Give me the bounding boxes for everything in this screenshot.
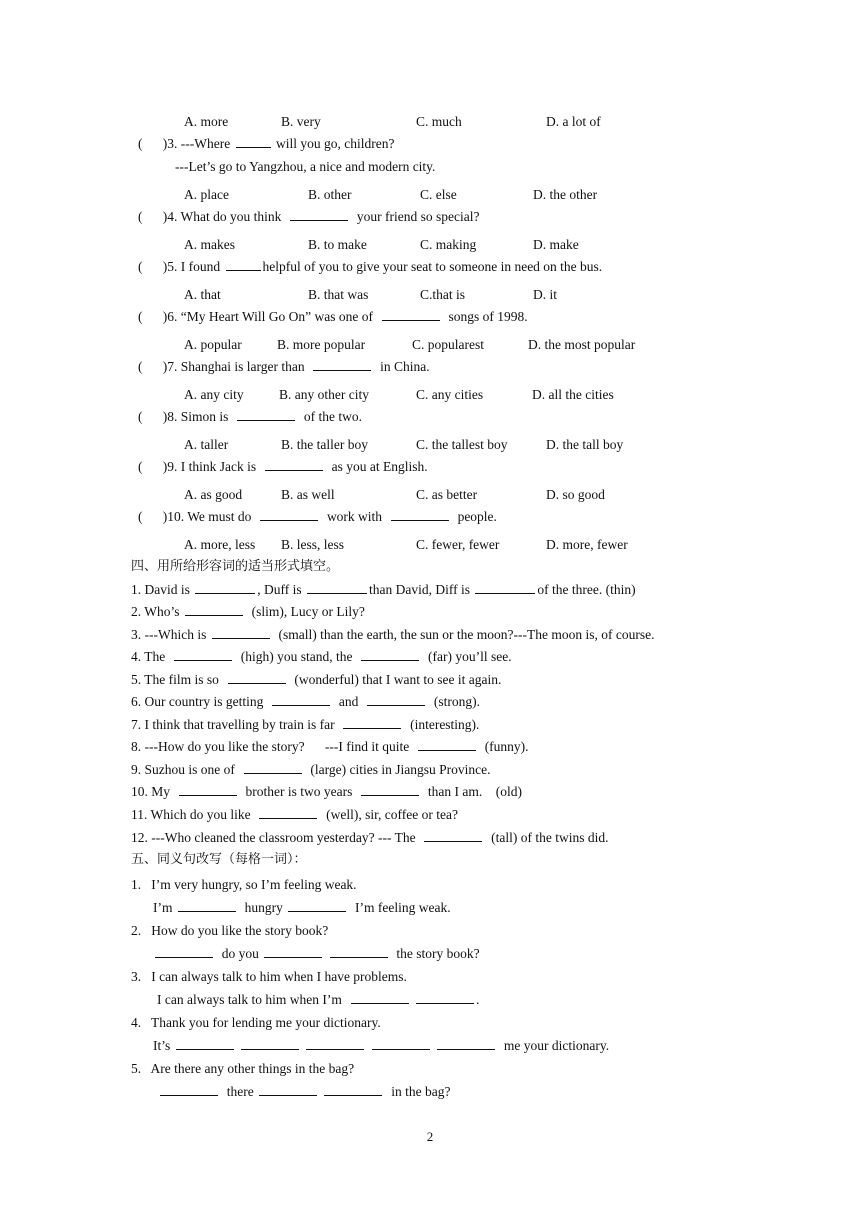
answer-blank[interactable]	[343, 716, 401, 729]
item-text: 7. I think that travelling by train is far	[131, 717, 335, 732]
question-text: Shanghai is larger than	[180, 359, 305, 374]
option-b: B. any other city	[279, 387, 369, 402]
item-number: 3.	[131, 969, 142, 984]
question-number: 9.	[167, 459, 178, 474]
option-a: A. place	[184, 187, 229, 202]
option-a: A. popular	[184, 337, 242, 352]
question-text: people.	[457, 509, 497, 524]
original-sentence: I can always talk to him when I have problems.	[151, 969, 407, 984]
fill-item-5	[131, 671, 501, 689]
answer-blank[interactable]	[176, 1037, 234, 1050]
option-d: D. more, fewer	[546, 537, 628, 552]
option-a: A. as good	[184, 487, 243, 502]
option-c: C. any cities	[416, 387, 484, 402]
fill-item-12	[131, 829, 609, 847]
option-b: B. more popular	[277, 337, 366, 352]
item-text: It’s	[153, 1038, 171, 1053]
item-text: than David, Diff is	[369, 582, 471, 597]
option-c: C. as better	[416, 487, 478, 502]
answer-blank[interactable]	[185, 603, 243, 616]
answer-blank[interactable]	[178, 899, 236, 912]
answer-paren-close: )	[162, 359, 168, 374]
answer-blank[interactable]	[244, 761, 302, 774]
item-text: (strong).	[433, 694, 480, 709]
question-text: We must do	[187, 509, 252, 524]
original-sentence: Thank you for lending me your dictionary.	[151, 1015, 381, 1030]
item-text: .	[475, 992, 480, 1007]
option-d: D. all the cities	[532, 387, 614, 402]
answer-blank[interactable]	[351, 991, 409, 1004]
item-number: 2.	[131, 923, 142, 938]
answer-blank[interactable]	[260, 508, 318, 521]
item-number: 1.	[131, 877, 142, 892]
question-text: What do you think	[180, 209, 282, 224]
answer-paren-open: (	[138, 409, 143, 424]
item-text: I’m feeling weak.	[355, 900, 451, 915]
option-b: B. very	[281, 114, 321, 129]
fill-item-7	[131, 716, 479, 734]
option-b: B. that was	[308, 287, 369, 302]
question-number: 4.	[167, 209, 178, 224]
item-text: (high) you stand, the	[240, 649, 353, 664]
option-c: C.that is	[420, 287, 466, 302]
answer-blank[interactable]	[361, 648, 419, 661]
answer-blank[interactable]	[237, 408, 295, 421]
answer-paren-open: (	[138, 359, 143, 374]
answer-blank[interactable]	[236, 135, 271, 148]
item-text: (interesting).	[410, 717, 480, 732]
option-a: A. any city	[184, 387, 244, 402]
fill-item-4	[131, 648, 512, 666]
option-a: A. that	[184, 287, 221, 302]
item-text: 6. Our country is getting	[131, 694, 264, 709]
question-number: 5.	[167, 259, 178, 274]
answer-blank[interactable]	[437, 1037, 495, 1050]
question-text: helpful of you to give your seat to someone in need on the bus.	[262, 259, 603, 274]
item-text: (tall) of the twins did.	[491, 830, 609, 845]
item-number: 5.	[131, 1061, 142, 1076]
fill-item-8	[131, 738, 529, 756]
answer-blank[interactable]	[330, 945, 388, 958]
item-text: I’m	[153, 900, 173, 915]
item-text: than I am. (old)	[427, 784, 522, 799]
item-text: (wonderful) that I want to see it again.	[294, 672, 502, 687]
item-text: (far) you’ll see.	[427, 649, 512, 664]
item-text: (slim), Lucy or Lily?	[251, 604, 365, 619]
item-text: 5. The film is so	[131, 672, 219, 687]
item-text: (small) than the earth, the sun or the moon?---The moon is, of course.	[278, 627, 655, 642]
question-8	[138, 408, 362, 426]
option-c: C. popularest	[412, 337, 484, 352]
answer-paren-open: (	[138, 309, 143, 324]
fill-item-2	[131, 603, 365, 621]
item-text: (funny).	[484, 739, 529, 754]
answer-blank[interactable]	[241, 1037, 299, 1050]
item-text: , Duff is	[257, 582, 302, 597]
question-text: I found	[180, 259, 221, 274]
answer-paren-close: )	[162, 459, 168, 474]
section-heading: 五、同义句改写（每格一词）：	[131, 852, 307, 867]
answer-paren-close: )	[162, 209, 168, 224]
question-number: 10.	[167, 509, 185, 524]
answer-blank[interactable]	[259, 1083, 317, 1096]
answer-blank[interactable]	[475, 581, 535, 594]
item-number: 4.	[131, 1015, 142, 1030]
answer-blank[interactable]	[382, 308, 440, 321]
option-a: A. more, less	[184, 537, 256, 552]
option-a: A. taller	[184, 437, 229, 452]
rewrite-line-4	[153, 1037, 609, 1055]
question-text: your friend so special?	[356, 209, 480, 224]
fill-item-3	[131, 626, 655, 644]
answer-blank[interactable]	[155, 945, 213, 958]
option-d: D. the other	[533, 187, 598, 202]
question-text: in China.	[380, 359, 430, 374]
item-text: 3. ---Which is	[131, 627, 207, 642]
question-text: will you go, children?	[275, 136, 395, 151]
option-c: C. else	[420, 187, 457, 202]
item-text: 4. The	[131, 649, 166, 664]
answer-blank[interactable]	[228, 671, 286, 684]
answer-blank[interactable]	[418, 738, 476, 751]
answer-blank[interactable]	[367, 693, 425, 706]
answer-paren-open: (	[138, 459, 143, 474]
option-b: B. other	[308, 187, 352, 202]
item-text: 8. ---How do you like the story? ---I find it quite	[131, 739, 410, 754]
answer-blank[interactable]	[226, 258, 261, 271]
answer-blank[interactable]	[361, 783, 419, 796]
answer-blank[interactable]	[174, 648, 232, 661]
rewrite-item-2	[131, 922, 328, 940]
question-number: 6.	[167, 309, 178, 324]
answer-paren-open: (	[138, 509, 143, 524]
item-text: I can always talk to him when I’m	[157, 992, 342, 1007]
rewrite-line-1	[153, 899, 451, 917]
item-text: (well), sir, coffee or tea?	[326, 807, 458, 822]
option-d: D. so good	[546, 487, 605, 502]
option-d: D. make	[533, 237, 579, 252]
rewrite-line-5	[158, 1083, 450, 1101]
option-a: A. more	[184, 114, 229, 129]
item-text: the story book?	[396, 946, 480, 961]
original-sentence: How do you like the story book?	[151, 923, 329, 938]
question-text: of the two.	[303, 409, 363, 424]
item-text: hungry	[244, 900, 283, 915]
rewrite-line-2	[153, 945, 480, 963]
answer-paren-open: (	[138, 209, 143, 224]
option-c: C. the tallest boy	[416, 437, 508, 452]
answer-blank[interactable]	[324, 1083, 382, 1096]
option-d: D. the most popular	[528, 337, 636, 352]
rewrite-item-1	[131, 876, 357, 894]
option-b: B. to make	[308, 237, 367, 252]
option-d: D. a lot of	[546, 114, 601, 129]
item-text: me your dictionary.	[503, 1038, 610, 1053]
question-text: I think Jack is	[180, 459, 257, 474]
answer-blank[interactable]	[264, 945, 322, 958]
question-4	[138, 208, 479, 226]
option-c: C. fewer, fewer	[416, 537, 500, 552]
question-text: as you at English.	[331, 459, 428, 474]
question-text: songs of 1998.	[448, 309, 528, 324]
answer-blank[interactable]	[288, 899, 346, 912]
item-text: 9. Suzhou is one of	[131, 762, 235, 777]
answer-blank[interactable]	[416, 991, 474, 1004]
answer-blank[interactable]	[160, 1083, 218, 1096]
rewrite-item-4	[131, 1014, 381, 1032]
rewrite-item-3	[131, 968, 407, 986]
question-text: “My Heart Will Go On” was one of	[180, 309, 374, 324]
option-b: B. the taller boy	[281, 437, 368, 452]
page-number: 2	[426, 1129, 434, 1144]
answer-blank[interactable]	[424, 829, 482, 842]
answer-paren-open: (	[138, 136, 143, 151]
question-text: ---Where	[180, 136, 231, 151]
fill-item-6	[131, 693, 480, 711]
option-a: A. makes	[184, 237, 235, 252]
answer-blank[interactable]	[306, 1037, 364, 1050]
fill-item-1	[131, 581, 636, 599]
option-d: D. the tall boy	[546, 437, 624, 452]
item-text: 10. My	[131, 784, 171, 799]
question-6	[138, 308, 528, 326]
question-text: work with	[326, 509, 383, 524]
rewrite-line-3	[157, 991, 479, 1009]
item-text: 12. ---Who cleaned the classroom yesterday? --- The	[131, 830, 416, 845]
item-text: 2. Who’s	[131, 604, 180, 619]
answer-blank[interactable]	[195, 581, 255, 594]
answer-paren-close: )	[162, 509, 168, 524]
answer-blank[interactable]	[313, 358, 371, 371]
answer-paren-close: )	[162, 309, 168, 324]
question-9	[138, 458, 428, 476]
original-sentence: Are there any other things in the bag?	[150, 1061, 355, 1076]
item-text: (large) cities in Jiangsu Province.	[310, 762, 491, 777]
item-text: in the bag?	[391, 1084, 451, 1099]
question-10	[138, 508, 497, 526]
question-3	[138, 135, 394, 153]
answer-blank[interactable]	[265, 458, 323, 471]
answer-paren-open: (	[138, 259, 143, 274]
answer-blank[interactable]	[391, 508, 449, 521]
question-number: 8.	[167, 409, 178, 424]
item-text: do you	[221, 946, 259, 961]
rewrite-item-5	[131, 1060, 354, 1078]
answer-blank[interactable]	[179, 783, 237, 796]
item-text: brother is two years	[245, 784, 353, 799]
question-number: 3.	[167, 136, 178, 151]
answer-blank[interactable]	[259, 806, 317, 819]
question-3-line2: ---Let’s go to Yangzhou, a nice and modern city.	[175, 159, 436, 174]
question-number: 7.	[167, 359, 178, 374]
answer-blank[interactable]	[212, 626, 270, 639]
option-d: D. it	[533, 287, 558, 302]
answer-blank[interactable]	[372, 1037, 430, 1050]
answer-blank[interactable]	[307, 581, 367, 594]
item-text: of the three. (thin)	[537, 582, 636, 597]
item-text: 11. Which do you like	[131, 807, 251, 822]
item-text: there	[226, 1084, 254, 1099]
question-7	[138, 358, 430, 376]
option-c: C. making	[420, 237, 477, 252]
original-sentence: I’m very hungry, so I’m feeling weak.	[151, 877, 357, 892]
fill-item-10	[131, 783, 522, 801]
question-5	[138, 258, 602, 276]
question-text: Simon is	[180, 409, 229, 424]
answer-blank[interactable]	[290, 208, 348, 221]
item-text: and	[338, 694, 359, 709]
item-text: 1. David is	[131, 582, 190, 597]
option-c: C. much	[416, 114, 462, 129]
option-b: B. as well	[281, 487, 335, 502]
answer-blank[interactable]	[272, 693, 330, 706]
section-heading: 四、用所给形容词的适当形式填空。	[131, 559, 340, 574]
fill-item-9	[131, 761, 490, 779]
option-b: B. less, less	[281, 537, 345, 552]
fill-item-11	[131, 806, 458, 824]
answer-paren-close: )	[162, 136, 168, 151]
answer-paren-close: )	[162, 409, 168, 424]
answer-paren-close: )	[162, 259, 168, 274]
